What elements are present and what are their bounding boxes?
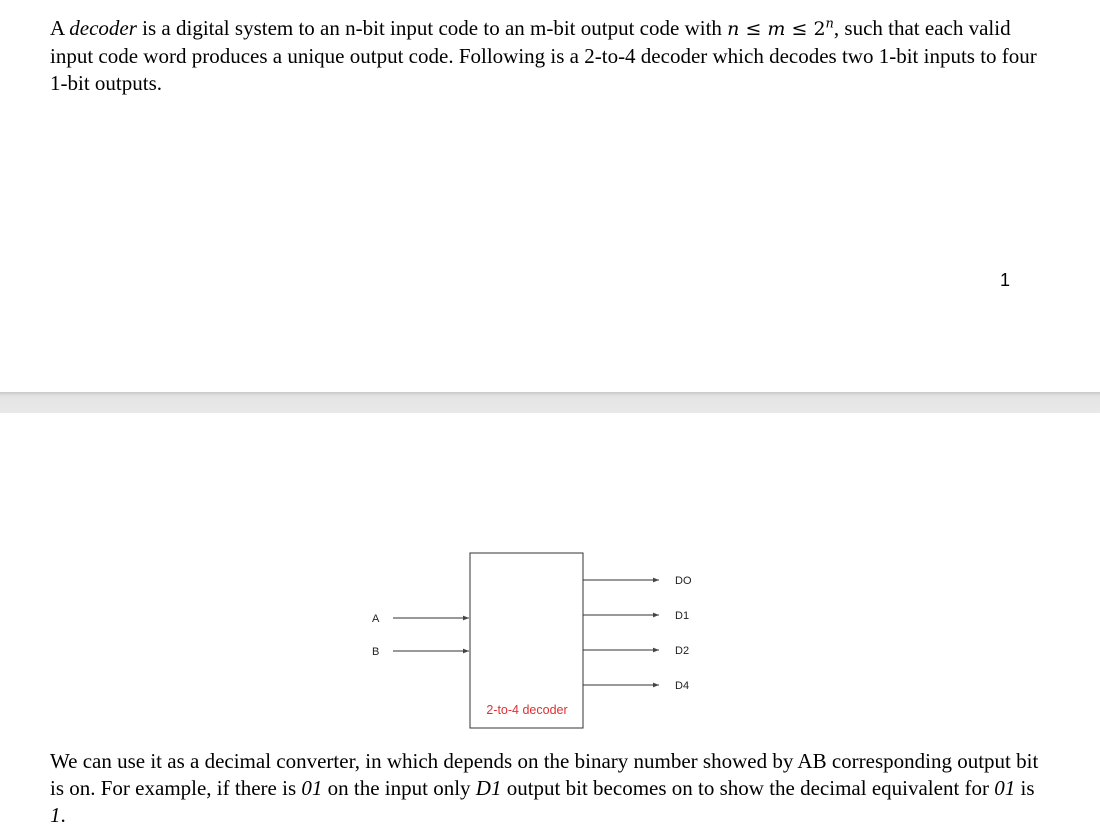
formula-n: n (727, 18, 740, 40)
input-label-b: B (372, 646, 380, 658)
decoder-diagram (0, 540, 760, 730)
output-bit-name: D1 (475, 776, 502, 800)
output-label-d2: D2 (675, 645, 690, 657)
page-separator (0, 392, 1100, 413)
intro-text: , such that each valid input code word produces a unique output code. Following is a 2-to-4 decoder which decodes two 1-bit inputs to four 1-bit outputs. (50, 16, 1037, 95)
intro-text: is a digital system to an n-bit input code to an m-bit output code with (136, 16, 728, 40)
usage-text: on the input only (322, 776, 476, 800)
usage-text: output bit becomes on to show the decimal equivalent for (501, 776, 995, 800)
formula-le: ≤ (785, 18, 814, 40)
input-code: 01 (301, 776, 323, 800)
decoder-block (470, 553, 583, 728)
page-1 (0, 0, 1100, 392)
formula-le: ≤ (739, 18, 768, 40)
usage-text: . (60, 803, 66, 827)
inequality-formula (727, 18, 834, 40)
decoder-term: decoder (69, 16, 137, 40)
input-code: 01 (994, 776, 1016, 800)
intro-text: A (50, 16, 70, 40)
formula-base: 2 (813, 18, 826, 40)
decoder-caption: 2-to-4 decoder (486, 703, 568, 717)
usage-text: is (1015, 776, 1035, 800)
page-number: 1 (1000, 270, 1011, 290)
decimal-value: 1 (50, 803, 61, 827)
usage-paragraph (50, 748, 1050, 829)
output-label-d0: DO (675, 575, 692, 587)
output-label-d1: D1 (675, 610, 690, 622)
formula-exponent: n (825, 16, 834, 32)
output-label-d4: D4 (675, 680, 690, 692)
formula-m: m (767, 18, 786, 40)
usage-text: We can use it as a decimal converter, in which depends on the binary number showed by AB corresponding output bit is on. For example, if there is (50, 749, 1039, 800)
input-label-a: A (372, 613, 380, 625)
intro-paragraph (50, 15, 1050, 97)
